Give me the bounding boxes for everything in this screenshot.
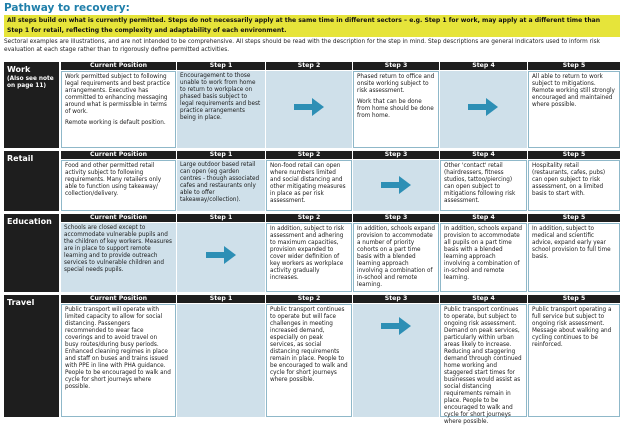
education-label bbox=[4, 214, 59, 292]
hdr-step5: Step 5 bbox=[528, 62, 620, 70]
yellow-banner: All steps build on what is currently permitted. Steps do not necessarily apply at the same time in different sectors – e.g. Step 1 for work, may apply at a different time than Step 1 for retail, reflecting the complexity and adaptability of each environment. bbox=[4, 15, 620, 37]
hdr-step3: Step 3 bbox=[353, 295, 439, 303]
section-travel bbox=[4, 295, 620, 425]
hdr-step4: Step 4 bbox=[440, 151, 527, 159]
page-title: Pathway to recovery: bbox=[4, 2, 130, 14]
intro-text: Sectoral examples are illustrations, and are not intended to be comprehensive. All steps should be read with the description for the step in mind. Step descriptions are general indicators used to inform risk evaluation at each stage rather than to rigorously define permitted activities. bbox=[4, 39, 601, 53]
work-step1: Encouragement to those unable to work from home to return to workplace on phased basis subject to legal requirements and best practice arrangements being in place. bbox=[177, 71, 265, 148]
hdr-step2: Step 2 bbox=[266, 214, 352, 222]
hdr-current: Current Position bbox=[61, 62, 176, 70]
arrow-right-icon bbox=[379, 316, 413, 336]
hdr-step3: Step 3 bbox=[353, 214, 439, 222]
section-work bbox=[4, 62, 620, 148]
education-step1 bbox=[177, 223, 265, 292]
hdr-step1: Step 1 bbox=[177, 151, 265, 159]
work-step4 bbox=[440, 71, 527, 148]
education-step3: In addition, schools expand provision to accommodate a number of priority cohorts on a part time basis with a blended learning approach involving a combination of in-school and remote learning. bbox=[353, 223, 439, 292]
work-step3-p1: Phased return to office and onsite working subject to risk assessment. bbox=[357, 74, 435, 94]
hdr-step2: Step 2 bbox=[266, 151, 352, 159]
travel-step5: Public transport operating a full service but subject to ongoing risk assessment. Message about walking and cycling continues to be reinforced. bbox=[528, 304, 620, 417]
hdr-step4: Step 4 bbox=[440, 62, 527, 70]
retail-step4: Other 'contact' retail (hairdressers, fitness studios, tattoo/piercing) can open subject to mitigations following risk assessment. bbox=[440, 160, 527, 211]
travel-step3 bbox=[353, 304, 439, 417]
education-label-text: Education bbox=[7, 217, 52, 226]
work-step2 bbox=[266, 71, 352, 148]
travel-step4: Public transport continues to operate, but subject to ongoing risk assessment. Demand on peak services, particularly within urban areas likely to increase. Reducing and staggering demand through continued home working and staggered start times for businesses would assist as social distancing requirements remain in place. People to be encouraged to walk and cycle for short journeys where possible. bbox=[440, 304, 527, 417]
travel-step1 bbox=[177, 304, 265, 417]
hdr-step5: Step 5 bbox=[528, 214, 620, 222]
arrow-right-icon bbox=[379, 175, 413, 195]
hdr-step3: Step 3 bbox=[353, 62, 439, 70]
work-step3-p2: Work that can be done from home should be done from home. bbox=[357, 99, 434, 119]
hdr-step1: Step 1 bbox=[177, 214, 265, 222]
work-current bbox=[61, 71, 176, 148]
travel-label bbox=[4, 295, 59, 417]
hdr-step4: Step 4 bbox=[440, 214, 527, 222]
travel-step2: Public transport continues to operate but will face challenges in meeting increased demand, especially on peak services, as social distancing requirements remain in place. People to be encouraged to walk and cycle for short journeys where possible. bbox=[266, 304, 352, 417]
hdr-step5: Step 5 bbox=[528, 151, 620, 159]
retail-label-text: Retail bbox=[7, 154, 34, 163]
hdr-step2: Step 2 bbox=[266, 295, 352, 303]
retail-step3 bbox=[353, 160, 439, 211]
hdr-step3: Step 3 bbox=[353, 151, 439, 159]
section-retail bbox=[4, 151, 620, 211]
hdr-current: Current Position bbox=[61, 151, 176, 159]
education-current: Schools are closed except to accommodate vulnerable pupils and the children of key workers. Measures are in place to support remote learning and to provide outreach services to vulnerable children and special needs pupils. bbox=[61, 223, 176, 292]
work-step5: All able to return to work subject to mitigations. Remote working still strongly encouraged and maintained where possible. bbox=[528, 71, 620, 148]
hdr-step4: Step 4 bbox=[440, 295, 527, 303]
work-step3 bbox=[353, 71, 439, 148]
arrow-right-icon bbox=[204, 245, 238, 265]
hdr-step2: Step 2 bbox=[266, 62, 352, 70]
work-current-p1: Work permitted subject to following legal requirements and best practice arrangements. Executive has committed to enhancing messaging around what is permissible in terms of work. bbox=[65, 74, 171, 115]
retail-step1: Large outdoor based retail can open (eg garden centres - though associated cafes and restaurants only able to offer takeaway/collection). bbox=[177, 160, 265, 211]
retail-step2: Non-food retail can open where numbers limited and social distancing and other mitigating measures in place as per risk assessment. bbox=[266, 160, 352, 211]
retail-label bbox=[4, 151, 59, 211]
education-step2: In addition, subject to risk assessment and adhering to maximum capacities, provision expanded to cover wider definition of key workers as workplace activity gradually increases. bbox=[266, 223, 352, 292]
arrow-right-icon bbox=[466, 97, 500, 117]
section-education bbox=[4, 214, 620, 292]
work-label-sub: (Also see note on page 11) bbox=[7, 76, 54, 89]
retail-current: Food and other permitted retail activity subject to following requirements. Many retailers only able to function using takeaway/ collection/delivery. bbox=[61, 160, 176, 211]
hdr-step1: Step 1 bbox=[177, 295, 265, 303]
work-current-p2: Remote working is default position. bbox=[65, 120, 166, 126]
work-label-text: Work bbox=[7, 65, 31, 74]
hdr-current: Current Position bbox=[61, 295, 176, 303]
travel-label-text: Travel bbox=[7, 298, 35, 307]
hdr-step5: Step 5 bbox=[528, 295, 620, 303]
work-label bbox=[4, 62, 59, 148]
education-step4: In addition, schools expand provision to accommodate all pupils on a part time basis with a blended learning approach involving a combination of in-school and remote learning. bbox=[440, 223, 527, 292]
travel-current: Public transport will operate with limited capacity to allow for social distancing. Passengers recommended to wear face coverings and to avoid travel on busy routes/during busy periods. Enhanced cleaning regimes in place and staff on buses and trains issued with PPE in line with PHA guidance. People to be encouraged to walk and cycle for short journeys where possible. bbox=[61, 304, 176, 417]
education-step5: In addition, subject to medical and scientific advice, expand early year school provision to full time basis. bbox=[528, 223, 620, 292]
retail-step5: Hospitality retail (restaurants, cafes, pubs) can open subject to risk assessment, on a limited basis to start with. bbox=[528, 160, 620, 211]
arrow-right-icon bbox=[292, 97, 326, 117]
hdr-current: Current Position bbox=[61, 214, 176, 222]
hdr-step1: Step 1 bbox=[177, 62, 265, 70]
